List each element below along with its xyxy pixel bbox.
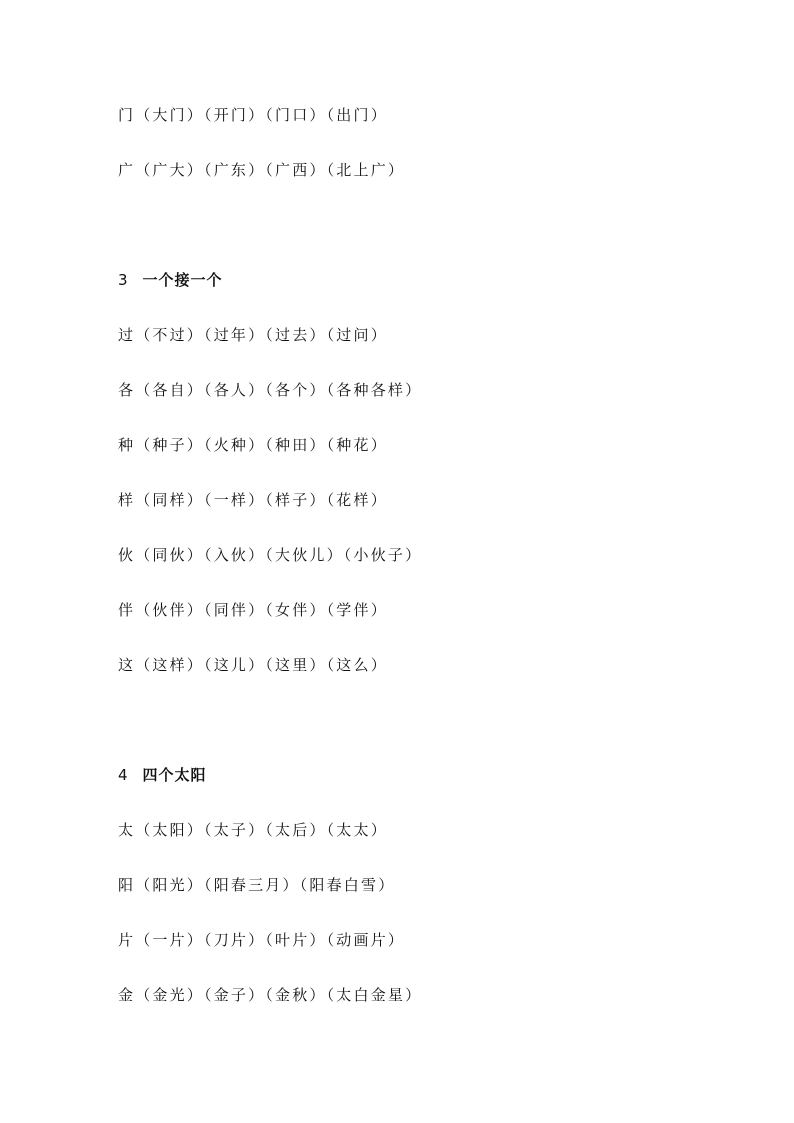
vocab-line: 太（太阳）（太子）（太后）（太太） [118, 821, 388, 839]
section-number: 3 [118, 271, 129, 289]
section-number: 4 [118, 766, 129, 784]
section-title: 四个太阳 [142, 766, 207, 784]
section-heading [118, 765, 207, 785]
section-title: 一个接一个 [142, 271, 223, 289]
vocab-line: 门（大门）（开门）（门口）（出门） [118, 106, 388, 124]
vocab-line: 种（种子）（火种）（种田）（种花） [118, 436, 388, 454]
vocab-line: 各（各自）（各人）（各个）（各种各样） [118, 381, 423, 399]
section-heading [118, 270, 223, 290]
vocab-line: 片（一片）（刀片）（叶片）（动画片） [118, 931, 406, 949]
vocab-line: 广（广大）（广东）（广西）（北上广） [118, 161, 406, 179]
vocab-line: 金（金光）（金子）（金秋）（太白金星） [118, 986, 423, 1004]
vocab-line: 这（这样）（这儿）（这里）（这么） [118, 656, 388, 674]
vocab-line: 阳（阳光）（阳春三月）（阳春白雪） [118, 876, 396, 894]
vocab-line: 过（不过）（过年）（过去）（过问） [118, 326, 388, 344]
vocab-line: 伴（伙伴）（同伴）（女伴）（学伴） [118, 601, 388, 619]
vocab-line: 样（同样）（一样）（样子）（花样） [118, 491, 388, 509]
vocab-line: 伙（同伙）（入伙）（大伙儿）（小伙子） [118, 546, 423, 564]
